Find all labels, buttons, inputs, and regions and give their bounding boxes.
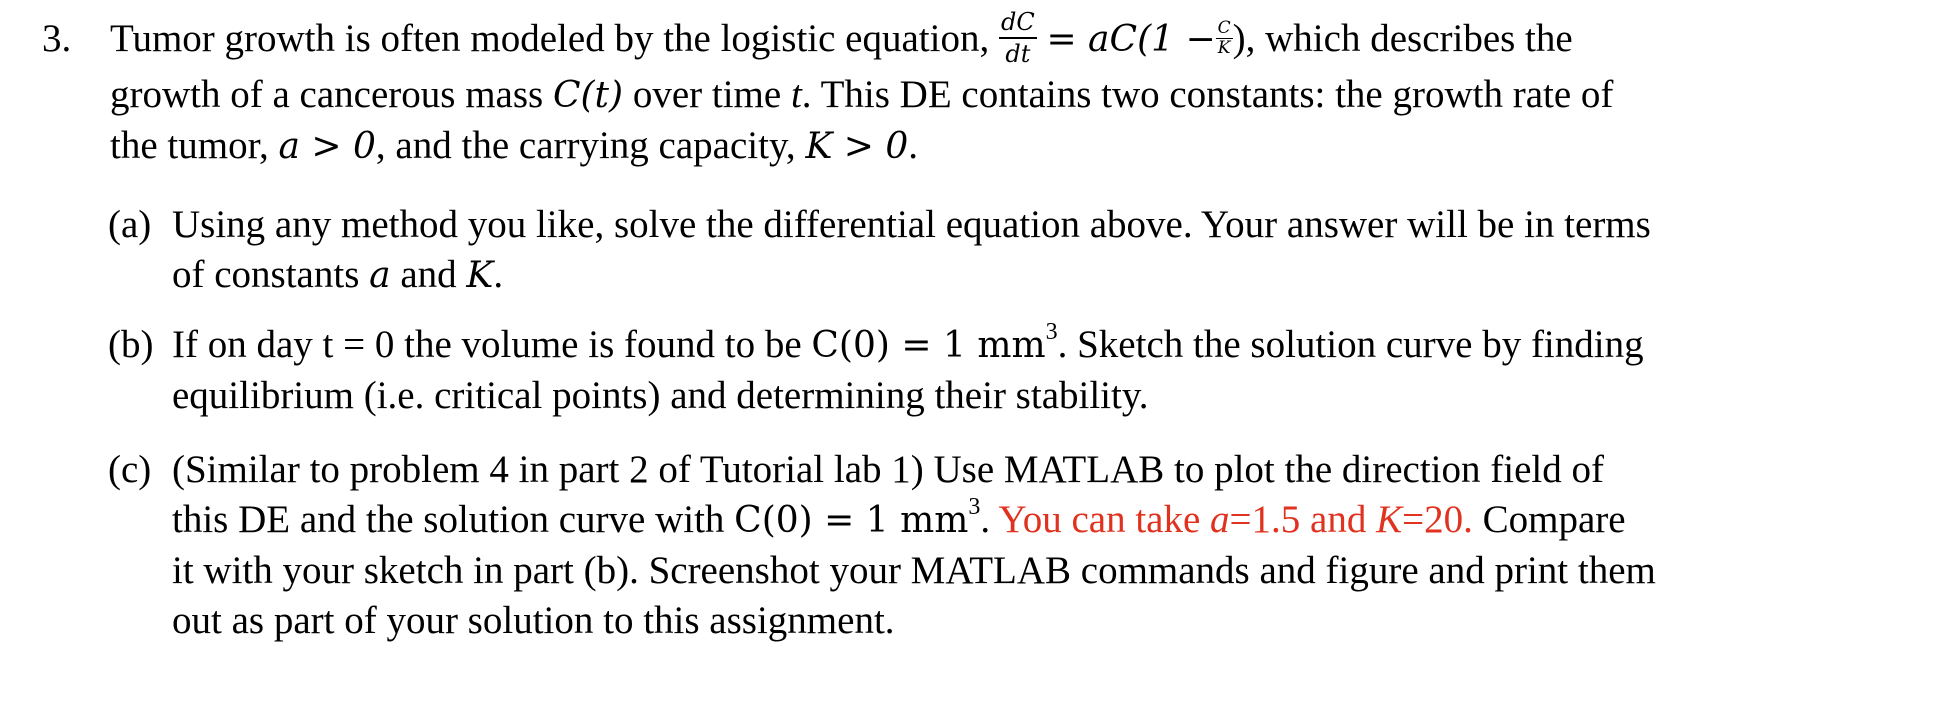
math-a-positive: a > 0 bbox=[278, 126, 376, 168]
math-c-of-t: C(t) bbox=[552, 75, 624, 117]
part-text: . Sketch the solution curve by finding bbox=[1057, 323, 1644, 366]
math-k-positive: K > 0 bbox=[805, 126, 909, 168]
part-label: (a) bbox=[108, 203, 152, 246]
superscript: 3 bbox=[1045, 319, 1058, 345]
stem-text: growth of a cancerous mass bbox=[110, 73, 544, 117]
stem-line-1 bbox=[110, 8, 1830, 70]
red-text: =20. bbox=[1402, 498, 1473, 541]
part-text: of constants bbox=[172, 253, 360, 296]
part-a-line-2 bbox=[172, 250, 1908, 301]
math-k: K bbox=[1376, 498, 1403, 541]
ode-ratio-denominator: K bbox=[1217, 37, 1231, 58]
math-t: t bbox=[790, 73, 802, 117]
math-initial-condition: C(0) = 1 mm bbox=[734, 500, 969, 541]
stem-text: Tumor growth is often modeled by the logistic equation, bbox=[110, 17, 990, 60]
part-c-line-4: out as part of your solution to this assignment. bbox=[172, 599, 895, 642]
part-a-line-1: Using any method you like, solve the differential equation above. Your answer will be in terms bbox=[172, 203, 1651, 246]
stem-text: . This DE contains two constants: the growth rate of bbox=[801, 73, 1614, 117]
ode-derivative bbox=[999, 8, 1037, 69]
stem-text: , and the carrying capacity, bbox=[375, 124, 796, 168]
stem-text: . bbox=[908, 124, 919, 168]
stem-line-3 bbox=[110, 121, 1830, 172]
math-a: a bbox=[369, 255, 391, 296]
red-text: =1.5 and bbox=[1229, 498, 1367, 541]
problem-stem bbox=[110, 8, 1830, 172]
problem-number: 3. bbox=[42, 17, 72, 60]
stem-line-2 bbox=[110, 70, 1830, 121]
ode-denominator: dt bbox=[1005, 40, 1031, 69]
part-b bbox=[108, 320, 1908, 421]
part-label: (b) bbox=[108, 323, 154, 366]
part-text: Compare bbox=[1482, 498, 1626, 541]
part-label: (c) bbox=[108, 448, 152, 491]
part-c-line-3: it with your sketch in part (b). Screenshot your MATLAB commands and figure and print them bbox=[172, 549, 1656, 592]
ode-ratio-numerator: C bbox=[1217, 17, 1231, 38]
ode-numerator: dC bbox=[999, 10, 1037, 39]
math-initial-condition: C(0) = 1 mm bbox=[811, 325, 1046, 366]
red-text: You can take bbox=[998, 498, 1201, 541]
part-text: this DE and the solution curve with bbox=[172, 498, 725, 541]
ode-close: ), bbox=[1232, 17, 1256, 60]
ode-ratio bbox=[1216, 17, 1233, 58]
math-a: a bbox=[1210, 498, 1230, 541]
part-c-line-1: (Similar to problem 4 in part 2 of Tutorial lab 1) Use MATLAB to plot the direction field of bbox=[172, 448, 1604, 491]
part-text: . bbox=[980, 498, 991, 541]
stem-text: which describes the bbox=[1265, 17, 1573, 60]
part-text: and bbox=[400, 253, 457, 296]
part-b-line-2: equilibrium (i.e. critical points) and determining their stability. bbox=[172, 374, 1149, 417]
problem-3 bbox=[42, 8, 1922, 172]
part-text: . bbox=[493, 253, 504, 296]
superscript: 3 bbox=[968, 494, 981, 520]
part-b-line-1 bbox=[172, 320, 1908, 371]
stem-text: over time bbox=[632, 73, 782, 117]
ode-rhs: = aC(1 − bbox=[1046, 19, 1216, 60]
highlighted-parameters bbox=[998, 498, 1472, 541]
part-c bbox=[108, 445, 1908, 646]
part-a bbox=[108, 200, 1908, 301]
stem-text: the tumor, bbox=[110, 124, 269, 168]
math-k: K bbox=[466, 255, 494, 296]
part-c-line-2 bbox=[172, 495, 1908, 546]
part-text: If on day t = 0 the volume is found to be bbox=[172, 323, 802, 366]
